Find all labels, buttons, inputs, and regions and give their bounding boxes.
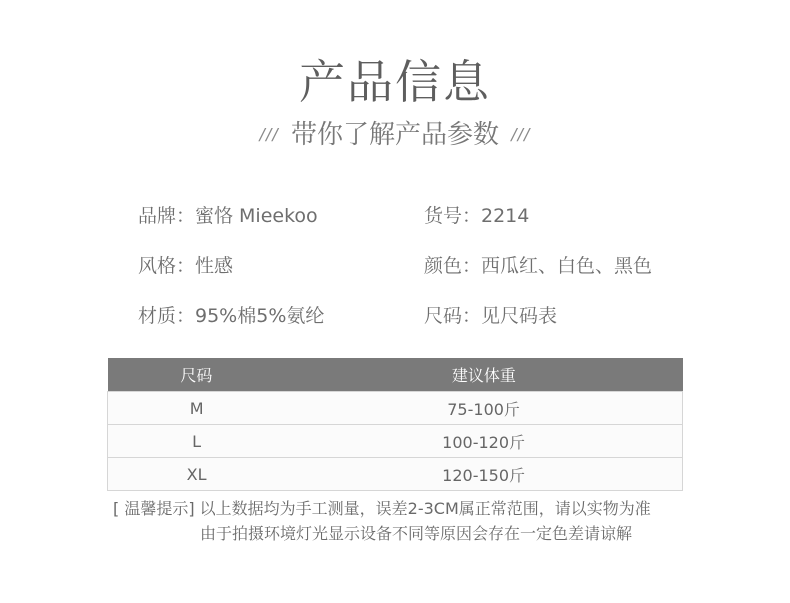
info-material: 材质：95%棉5%氨纶: [138, 305, 325, 327]
page-title: 产品信息: [299, 55, 491, 109]
header-size: 尺码: [108, 358, 286, 392]
header-recommended-weight: 建议体重: [285, 358, 682, 392]
table-row: [108, 458, 683, 491]
info-color: 颜色：西瓜红、白色、黑色: [424, 255, 653, 277]
cell-size: L: [108, 425, 286, 458]
page-subtitle: [0, 116, 790, 153]
cell-weight: 120-150斤: [285, 458, 682, 491]
info-size: 尺码：见尺码表: [424, 305, 558, 327]
table-row: [108, 392, 683, 425]
info-item-number: 货号：2214: [424, 205, 530, 227]
info-style: 风格：性感: [138, 255, 234, 277]
subtitle-decoration-right: ///: [511, 124, 531, 144]
subtitle-text: 带你了解产品参数: [290, 119, 499, 150]
table-header-row: [108, 358, 683, 392]
cell-size: M: [108, 392, 286, 425]
table-row: [108, 425, 683, 458]
subtitle-decoration-left: ///: [259, 124, 279, 144]
note-line-2: 由于拍摄环境灯光显示设备不同等原因会存在一定色差请谅解: [200, 524, 633, 543]
cell-size: XL: [108, 458, 286, 491]
size-chart-table: [107, 358, 683, 491]
cell-weight: 100-120斤: [285, 425, 682, 458]
note-line-1: [ 温馨提示] 以上数据均为手工测量，误差2-3CM属正常范围，请以实物为准: [113, 499, 651, 518]
cell-weight: 75-100斤: [285, 392, 682, 425]
info-brand: 品牌：蜜恪 Mieekoo: [138, 205, 318, 227]
